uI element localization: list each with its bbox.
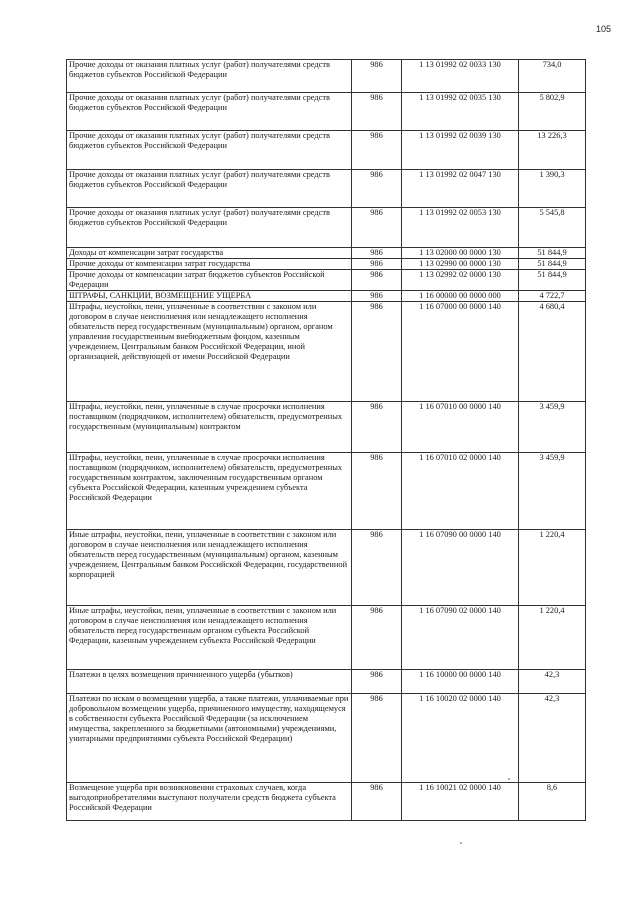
row-budget-code: 1 16 07010 00 0000 140 [402, 402, 519, 453]
row-budget-code: 1 13 01992 02 0035 130 [402, 93, 519, 131]
row-budget-code: 1 13 01992 02 0039 130 [402, 131, 519, 170]
row-budget-code: 1 16 00000 00 0000 000 [402, 291, 519, 302]
row-budget-code: 1 16 10000 00 0000 140 [402, 670, 519, 694]
row-name: Иные штрафы, неустойки, пени, уплаченные в соответствии с законом или договором в случае неисполнения или ненадлежащего исполнения обязательств перед государственным (муниципальным) органом, казенным учреждением, Центральным банком Российской Федерации, государственной корпорацией [67, 530, 352, 606]
row-amount: 8,6 [519, 783, 586, 821]
row-amount: 51 844,9 [519, 259, 586, 270]
row-amount: 13 226,3 [519, 131, 586, 170]
row-name: Платежи в целях возмещения причиненного ущерба (убытков) [67, 670, 352, 694]
row-budget-code: 1 16 07010 02 0000 140 [402, 453, 519, 530]
row-admin-code: 986 [352, 783, 402, 821]
row-amount: 1 220,4 [519, 530, 586, 606]
row-amount: 42,3 [519, 694, 586, 783]
row-budget-code: 1 13 02990 00 0000 130 [402, 259, 519, 270]
row-budget-code: 1 13 02000 00 0000 130 [402, 248, 519, 259]
row-budget-code: 1 16 07090 02 0000 140 [402, 606, 519, 670]
table-row [67, 259, 586, 270]
table-row [67, 291, 586, 302]
row-amount: 3 459,9 [519, 402, 586, 453]
table-row [67, 60, 586, 93]
row-name: Прочие доходы от оказания платных услуг (работ) получателями средств бюджетов субъектов Российской Федерации [67, 60, 352, 93]
row-name: Доходы от компенсации затрат государства [67, 248, 352, 259]
row-name: ШТРАФЫ, САНКЦИИ, ВОЗМЕЩЕНИЕ УЩЕРБА [67, 291, 352, 302]
row-budget-code: 1 13 01992 02 0047 130 [402, 170, 519, 208]
row-admin-code: 986 [352, 259, 402, 270]
table-row [67, 208, 586, 248]
table-row [67, 783, 586, 821]
row-name: Прочие доходы от компенсации затрат государства [67, 259, 352, 270]
revenue-table [66, 59, 586, 821]
row-name: Штрафы, неустойки, пени, уплаченные в случае просрочки исполнения поставщиком (подрядчиком, исполнителем) обязательств, предусмотренных государственным (муниципальным) контрактом [67, 402, 352, 453]
row-admin-code: 986 [352, 170, 402, 208]
table-row [67, 270, 586, 291]
row-name: Штрафы, неустойки, пени, уплаченные в соответствии с законом или договором в случае неисполнения или ненадлежащего исполнения обязательств перед государственным (муниципальным) органом, органом управления государственным внебюджетным фондом, казенным учреждением, Центральным банком Российской Федерации, иной организацией, действующей от имени Российской Федерации [67, 302, 352, 402]
row-amount: 1 220,4 [519, 606, 586, 670]
scan-speck [460, 842, 462, 844]
row-name: Иные штрафы, неустойки, пени, уплаченные в соответствии с законом или договором в случае неисполнения или ненадлежащего исполнения обязательств перед государственным органом субъекта Российской Федерации, казенным учреждением субъекта Российской Федерации [67, 606, 352, 670]
row-budget-code: 1 13 01992 02 0033 130 [402, 60, 519, 93]
row-admin-code: 986 [352, 670, 402, 694]
table-row [67, 302, 586, 402]
row-amount: 51 844,9 [519, 270, 586, 291]
table-row [67, 606, 586, 670]
row-admin-code: 986 [352, 453, 402, 530]
row-name: Платежи по искам о возмещении ущерба, а также платежи, уплачиваемые при добровольном возмещении ущерба, причиненного имуществу, находящемуся в собственности субъекта Российской Федерации (за исключением имущества, закрепленного за бюджетными (автономными) учреждениями, унитарными предприятиями субъекта Российской Федерации) [67, 694, 352, 783]
row-amount: 4 680,4 [519, 302, 586, 402]
table-row [67, 170, 586, 208]
table-row [67, 453, 586, 530]
row-budget-code: 1 13 01992 02 0053 130 [402, 208, 519, 248]
row-amount: 5 802,9 [519, 93, 586, 131]
table-row [67, 530, 586, 606]
row-amount: 42,3 [519, 670, 586, 694]
row-admin-code: 986 [352, 291, 402, 302]
row-name: Возмещение ущерба при возникновении страховых случаев, когда выгодоприобретателями выступают получатели средств бюджета субъекта Российской Федерации [67, 783, 352, 821]
row-budget-code: 1 13 02992 02 0000 130 [402, 270, 519, 291]
row-amount: 734,0 [519, 60, 586, 93]
table-row [67, 131, 586, 170]
row-budget-code: 1 16 10020 02 0000 140 [402, 694, 519, 783]
table-row [67, 402, 586, 453]
row-name: Прочие доходы от оказания платных услуг (работ) получателями средств бюджетов субъектов Российской Федерации [67, 208, 352, 248]
row-name: Прочие доходы от оказания платных услуг (работ) получателями средств бюджетов субъектов Российской Федерации [67, 170, 352, 208]
row-admin-code: 986 [352, 131, 402, 170]
row-admin-code: 986 [352, 248, 402, 259]
row-amount: 3 459,9 [519, 453, 586, 530]
scan-speck [508, 778, 510, 780]
row-amount: 51 844,9 [519, 248, 586, 259]
row-admin-code: 986 [352, 208, 402, 248]
row-name: Прочие доходы от компенсации затрат бюджетов субъектов Российской Федерации [67, 270, 352, 291]
row-admin-code: 986 [352, 60, 402, 93]
row-admin-code: 986 [352, 402, 402, 453]
table-row [67, 248, 586, 259]
row-budget-code: 1 16 10021 02 0000 140 [402, 783, 519, 821]
row-name: Прочие доходы от оказания платных услуг (работ) получателями средств бюджетов субъектов Российской Федерации [67, 93, 352, 131]
row-admin-code: 986 [352, 270, 402, 291]
row-name: Прочие доходы от оказания платных услуг (работ) получателями средств бюджетов субъектов Российской Федерации [67, 131, 352, 170]
row-name: Штрафы, неустойки, пени, уплаченные в случае просрочки исполнения поставщиком (подрядчиком, исполнителем) обязательств, предусмотренных государственным контрактом, заключенным государственным органом субъекта Российской Федерации, казенным учреждением субъекта Российской Федерации [67, 453, 352, 530]
row-budget-code: 1 16 07000 00 0000 140 [402, 302, 519, 402]
page-number: 105 [596, 24, 612, 34]
row-admin-code: 986 [352, 93, 402, 131]
row-budget-code: 1 16 07090 00 0000 140 [402, 530, 519, 606]
row-admin-code: 986 [352, 302, 402, 402]
table-row [67, 670, 586, 694]
row-amount: 4 722,7 [519, 291, 586, 302]
row-admin-code: 986 [352, 694, 402, 783]
table-row [67, 694, 586, 783]
row-admin-code: 986 [352, 530, 402, 606]
row-admin-code: 986 [352, 606, 402, 670]
table-row [67, 93, 586, 131]
row-amount: 5 545,8 [519, 208, 586, 248]
row-amount: 1 390,3 [519, 170, 586, 208]
